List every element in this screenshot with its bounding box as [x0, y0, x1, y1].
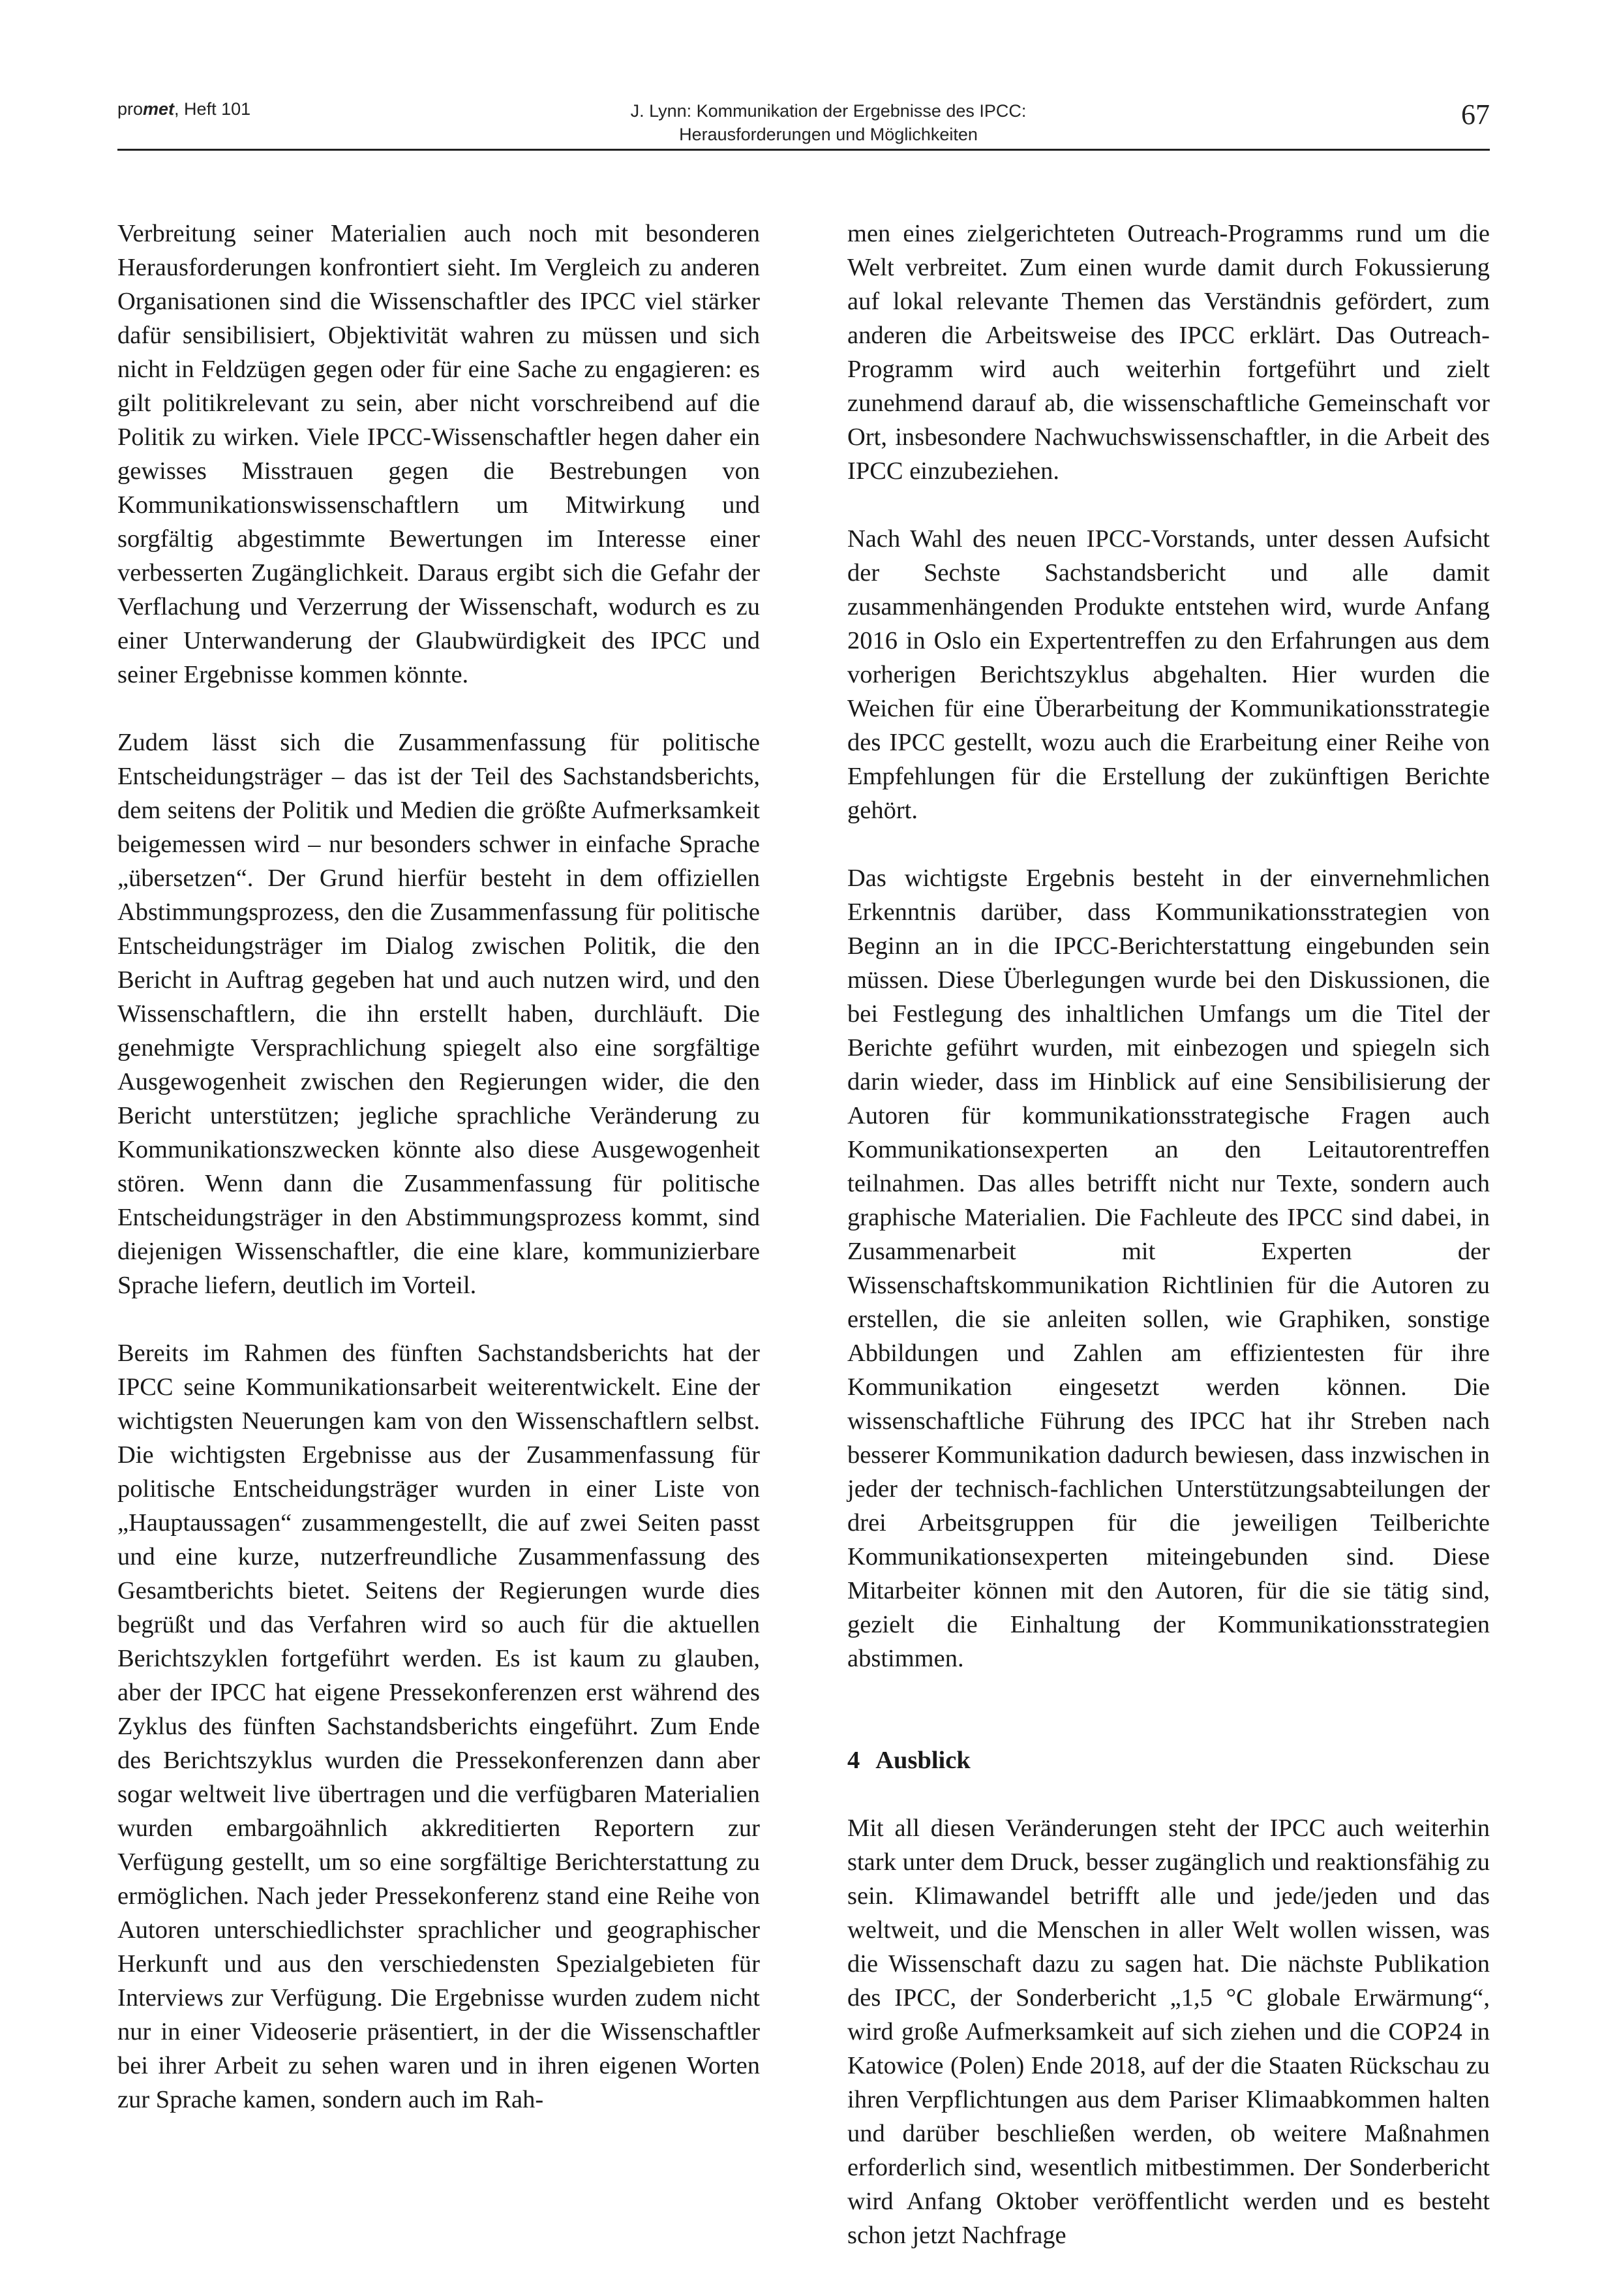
paragraph: Verbreitung seiner Materialien auch noch mit besonderen Herausforderungen konfrontiert sieht. Im Vergleich zu anderen Organisationen sind die Wissenschaftler des IPCC viel stärker dafür sensibilisiert, Objektivität wahren zu müssen und sich nicht in Feldzügen gegen oder für eine Sache zu engagieren: es gilt politikrelevant zu sein, aber nicht vorschreibend auf die Politik zu wirken. Viele IPCC-Wissenschaftler hegen daher ein gewisses Misstrauen gegen die Bestrebungen von Kommunikationswissenschaftlern um Mitwirkung und sorgfältig abgestimmte Bewertungen im Interesse einer verbesserten Zugänglichkeit. Daraus ergibt sich die Gefahr der Verflachung und Verzerrung der Wissenschaft, wodurch es zu einer Unterwanderung der Glaubwürdigkeit des IPCC und seiner Ergebnisse kommen könnte.	[117, 220, 760, 688]
section-number: 4	[847, 1747, 860, 1774]
running-title	[548, 99, 1109, 146]
header-rule	[117, 149, 1490, 151]
journal-name	[117, 99, 250, 119]
right-column	[847, 217, 1490, 2252]
journal-prefix: pro	[117, 99, 144, 119]
section-heading	[847, 1743, 1490, 1777]
running-title-line2: Herausforderungen und Möglichkeiten	[679, 125, 978, 144]
paragraph: Das wichtigste Ergebnis besteht in der einvernehmlichen Erkenntnis darüber, dass Kommunikationsstrategien von Beginn an in die IPCC-Berichterstattung eingebunden sein müssen. Diese Überlegungen wurde bei den Diskussionen, die bei Festlegung des inhaltlichen Umfangs um die Titel der Berichte geführt wurden, mit einbezogen und spiegeln sich darin wieder, dass im Hinblick auf eine Sensibilisierung der Autoren für kommunikationsstrategische Fragen auch Kommunikationsexperten an den Leitautorentreffen teilnahmen. Das alles betrifft nicht nur Texte, sondern auch graphische Materialien. Die Fachleute des IPCC sind dabei, in Zusammenarbeit mit Experten der Wissenschaftskommunikation Richtlinien für die Autoren zu erstellen, die sie anleiten sollen, wie Graphiken, sonstige Abbildungen und Zahlen am effizientesten für ihre Kommunikation eingesetzt werden können. Die wissenschaftliche Führung des IPCC hat ihr Streben nach besserer Kommunikation dadurch bewiesen, dass inzwischen in jeder der technisch-fachlichen Unterstützungsabteilungen der drei Arbeitsgruppen für die jeweiligen Teilberichte Kommunikationsexperten miteingebunden sind. Diese Mitarbeiter können mit den Autoren, für die sie tätig sind, gezielt die Einhaltung der Kommunikationsstrategien abstimmen.	[847, 865, 1490, 1672]
paragraph: Mit all diesen Veränderungen steht der IPCC auch weiterhin stark unter dem Druck, besser zugänglich und reaktionsfähig zu sein. Klimawandel betrifft alle und jede/jeden und das weltweit, und die Menschen in aller Welt wollen wissen, was die Wissenschaft dazu zu sagen hat. Die nächste Publikation des IPCC, der Sonderbericht „1,5 °C globale Erwärmung“, wird große Aufmerksamkeit auf sich ziehen und die COP24 in Katowice (Polen) Ende 2018, auf der die Staaten Rückschau zu ihren Verpflichtungen aus dem Pariser Klimaabkommen halten und darüber beschließen werden, ob weitere Maßnahmen erforderlich sind, wesentlich mitbestimmen. Der Sonderbericht wird Anfang Oktober veröffentlicht werden und es besteht schon jetzt Nachfrage	[847, 1814, 1490, 2249]
journal-emph: met	[143, 99, 175, 119]
paragraph: Nach Wahl des neuen IPCC-Vorstands, unter dessen Aufsicht der Sechste Sachstandsbericht und alle damit zusammenhängenden Produkte entstehen wird, wurde Anfang 2016 in Oslo ein Expertentreffen zu den Erfahrungen aus dem vorherigen Berichtszyklus abgehalten. Hier wurden die Weichen für eine Überarbeitung der Kommunikationsstrategie des IPCC gestellt, wozu auch die Erarbeitung einer Reihe von Empfehlungen für die Erstellung der zukünftigen Berichte gehört.	[847, 525, 1490, 824]
journal-issue: , Heft 101	[174, 99, 251, 119]
running-title-line1: J. Lynn: Kommunikation der Ergebnisse des IPCC:	[630, 101, 1027, 121]
paragraph: Zudem lässt sich die Zusammenfassung für politische Entscheidungsträger – das ist der Teil des Sachstandsberichts, dem seitens der Politik und Medien die größte Aufmerksamkeit beigemessen wird – nur besonders schwer in einfache Sprache „übersetzen“. Der Grund hierfür besteht in dem offiziellen Abstimmungsprozess, den die Zusammenfassung für politische Entscheidungsträger im Dialog zwischen Politik, die den Bericht in Auftrag gegeben hat und auch nutzen wird, und den Wissenschaftlern, die ihn erstellt haben, durchläuft. Die genehmigte Versprachlichung spiegelt also eine sorgfältige Ausgewogenheit zwischen den Regierungen wider, die den Bericht unterstützen; jegliche sprachliche Veränderung zu Kommunikationszwecken könnte also diese Ausgewogenheit stören. Wenn dann die Zusammenfassung für politische Entscheidungsträger in den Abstimmungsprozess kommt, sind diejenigen Wissenschaftler, die eine klare, kommunizierbare Sprache liefern, deutlich im Vorteil.	[117, 729, 760, 1299]
page-header	[117, 0, 1490, 157]
section-title: Ausblick	[875, 1747, 971, 1774]
paragraph: Bereits im Rahmen des fünften Sachstandsberichts hat der IPCC seine Kommunikationsarbeit weiterentwickelt. Eine der wichtigsten Neuerungen kam von den Wissenschaftlern selbst. Die wichtigsten Ergebnisse aus der Zusammenfassung für politische Entscheidungsträger wurden in einer Liste von „Hauptaussagen“ zusammengestellt, die auf zwei Seiten passt und eine kurze, nutzerfreundliche Zusammenfassung des Gesamtberichts bietet. Seitens der Regierungen wurde dies begrüßt und das Verfahren wird so auch für die aktuellen Berichtszyklen fortgeführt werden. Es ist kaum zu glauben, aber der IPCC hat eigene Pressekonferenzen erst während des Zyklus des fünften Sachstandsberichts eingeführt. Zum Ende des Berichtszyklus wurden die Pressekonferenzen dann aber sogar weltweit live übertragen und die verfügbaren Materialien wurden embargoähnlich akkreditierten Reportern zur Verfügung gestellt, um so eine sorgfältige Berichterstattung zu ermöglichen. Nach jeder Pressekonferenz stand eine Reihe von Autoren unterschiedlichster sprachlicher und geographischer Herkunft und aus den verschiedensten Spezialgebieten für Interviews zur Verfügung. Die Ergebnisse wurden zudem nicht nur in einer Videoserie präsentiert, in der die Wissenschaftler bei ihrer Arbeit zu sehen waren und in ihren eigenen Worten zur Sprache kamen, sondern auch im Rah-	[117, 1339, 760, 2113]
left-column	[117, 217, 760, 2117]
page-number: 67	[1461, 99, 1490, 130]
paragraph: men eines zielgerichteten Outreach-Programms rund um die Welt verbreitet. Zum einen wurde damit durch Fokussierung auf lokal relevante Themen das Verständnis gefördert, zum anderen die Arbeitsweise des IPCC erklärt. Das Outreach-Programm wird auch weiterhin fortgeführt und zielt zunehmend darauf ab, die wissenschaftliche Gemeinschaft vor Ort, insbesondere Nachwuchswissenschaftler, in die Arbeit des IPCC einzubeziehen.	[847, 220, 1490, 485]
